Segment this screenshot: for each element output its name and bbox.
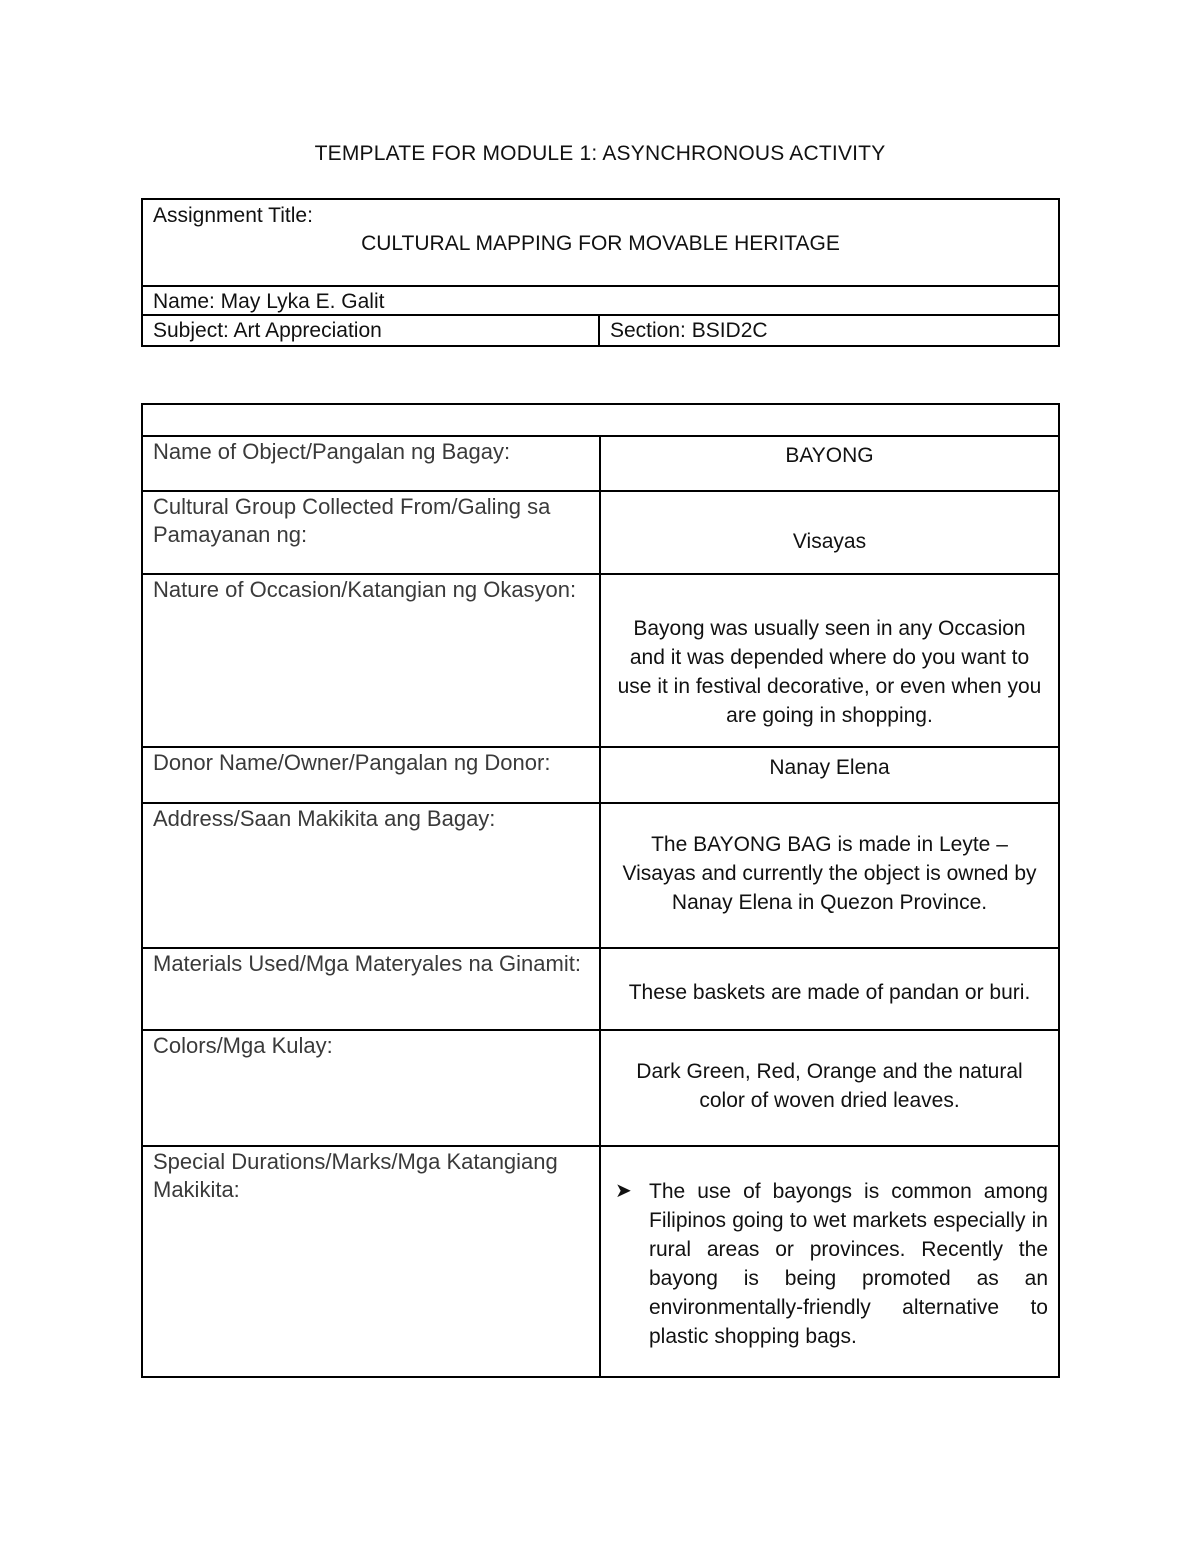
table-row-object-name bbox=[143, 435, 1058, 490]
table-row-cultural-group bbox=[143, 490, 1058, 573]
row-label: Nature of Occasion/Katangian ng Okasyon: bbox=[143, 575, 601, 746]
row-value-cell bbox=[601, 1147, 1058, 1376]
table-row-occasion bbox=[143, 573, 1058, 746]
table-row-address bbox=[143, 802, 1058, 947]
assignment-title-cell bbox=[143, 200, 1058, 287]
row-label: Donor Name/Owner/Pangalan ng Donor: bbox=[143, 748, 601, 802]
row-label: Cultural Group Collected From/Galing sa Pamayanan ng: bbox=[143, 492, 601, 573]
bullet-item bbox=[615, 1177, 1048, 1351]
row-value: Visayas bbox=[792, 530, 867, 553]
row-value: The BAYONG BAG is made in Leyte – Visayas and currently the object is owned by Nanay Elena in Quezon Province. bbox=[622, 833, 1037, 914]
assignment-title-label: Assignment Title: bbox=[153, 204, 313, 227]
name-row bbox=[143, 287, 1058, 316]
table-row-materials bbox=[143, 947, 1058, 1029]
student-name: Name: May Lyka E. Galit bbox=[153, 290, 385, 313]
page-title: TEMPLATE FOR MODULE 1: ASYNCHRONOUS ACTIVITY bbox=[314, 142, 886, 165]
row-value: Bayong was usually seen in any Occasion and it was depended where do you want to use it in festival decorative, or even when you are going in shopping. bbox=[617, 616, 1042, 727]
row-label: Materials Used/Mga Materyales na Ginamit: bbox=[143, 949, 601, 1029]
assignment-header-table bbox=[141, 198, 1060, 347]
row-label: Address/Saan Makikita ang Bagay: bbox=[143, 804, 601, 947]
cultural-mapping-table bbox=[141, 403, 1060, 1378]
row-label: Name of Object/Pangalan ng Bagay: bbox=[143, 437, 601, 490]
row-value: BAYONG bbox=[785, 444, 874, 467]
subject-section-row bbox=[143, 316, 1058, 345]
subject-field: Subject: Art Appreciation bbox=[143, 316, 600, 345]
row-label: Colors/Mga Kulay: bbox=[143, 1031, 601, 1145]
table-blank-row bbox=[143, 405, 1058, 435]
table-row-donor bbox=[143, 746, 1058, 802]
table-row-colors bbox=[143, 1029, 1058, 1145]
arrow-bullet-icon: ➤ bbox=[615, 1180, 632, 1202]
row-label: Special Durations/Marks/Mga Katangiang Makikita: bbox=[143, 1147, 601, 1376]
row-value: The use of bayongs is common among Filipinos going to wet markets especially in rural areas or provinces. Recently the bayong is being promoted as an environmentally-friendly alternative to plastic shopping bags. bbox=[649, 1180, 1048, 1348]
table-row-special-marks bbox=[143, 1145, 1058, 1376]
row-value: Nanay Elena bbox=[769, 755, 890, 779]
section-field: Section: BSID2C bbox=[610, 319, 768, 342]
row-value: These baskets are made of pandan or buri. bbox=[628, 980, 1031, 1004]
assignment-title-value: CULTURAL MAPPING FOR MOVABLE HERITAGE bbox=[361, 232, 840, 255]
row-value: Dark Green, Red, Orange and the natural color of woven dried leaves. bbox=[636, 1060, 1023, 1112]
